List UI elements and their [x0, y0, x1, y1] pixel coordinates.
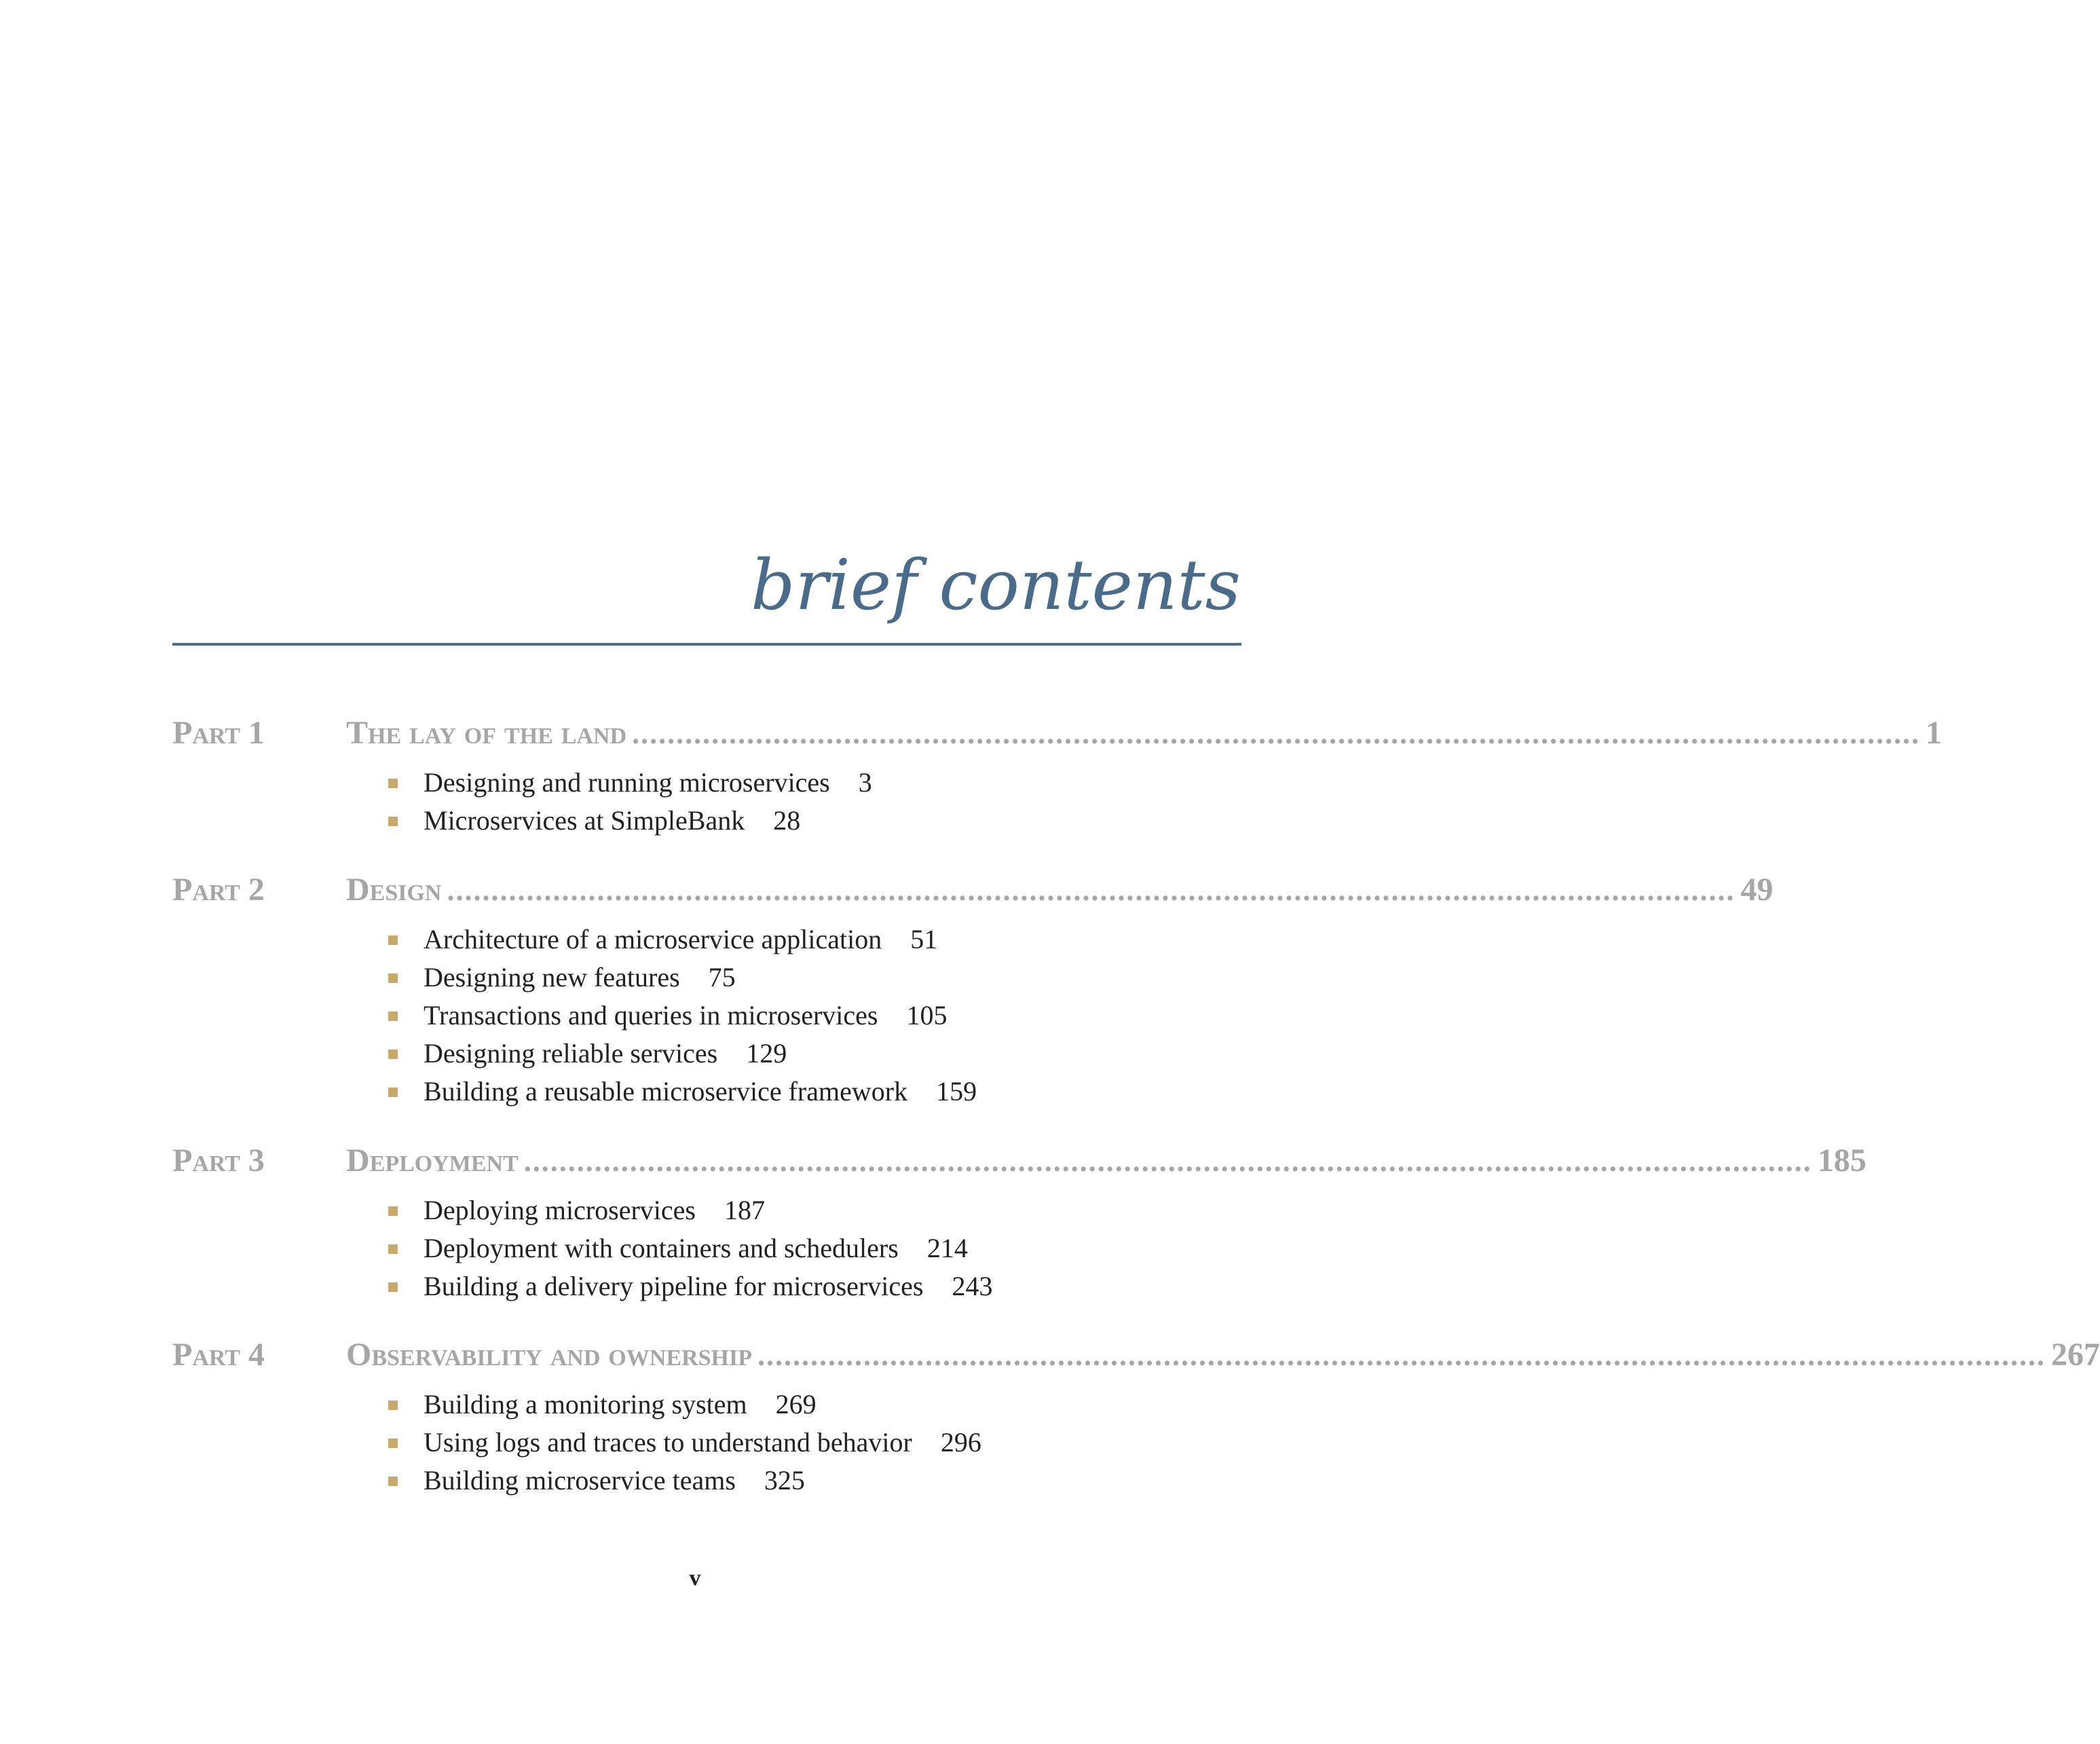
part-heading[interactable]	[172, 714, 1943, 755]
part-heading[interactable]	[172, 871, 1774, 912]
part-label: Part 1	[172, 715, 265, 751]
bullet-square-icon	[388, 1050, 398, 1059]
chapter-page-number: 3	[858, 767, 872, 798]
chapter-title: Transactions and queries in microservices 105	[424, 1000, 948, 1031]
bullet-square-icon	[388, 1244, 398, 1254]
chapter-page-number: 269	[775, 1389, 817, 1420]
dot-leader: ..................................................................................................................................................	[757, 1339, 2046, 1372]
bullet-square-icon	[388, 1439, 398, 1448]
bullet-square-icon	[388, 973, 398, 983]
bullet-square-icon	[388, 1206, 398, 1216]
chapter-title: Designing new features 75	[424, 962, 736, 992]
part-page-number: 49	[1740, 872, 1774, 908]
part-page-number: 185	[1817, 1143, 1867, 1179]
chapter-page-number: 159	[936, 1076, 977, 1107]
chapter-page-number: 296	[940, 1427, 981, 1458]
chapter-page-number: 75	[708, 962, 736, 992]
bullet-square-icon	[388, 1400, 398, 1410]
part-title: The lay of the land	[346, 715, 627, 751]
chapter-page-number: 214	[926, 1233, 968, 1263]
page-number: v	[689, 1565, 701, 1591]
chapter-title: Deployment with containers and schedulers 214	[424, 1233, 968, 1263]
chapter-page-number: 129	[746, 1038, 787, 1069]
chapter-title: Building microservice teams 325	[424, 1465, 805, 1496]
chapter-title: Building a reusable microservice framework 159	[424, 1076, 977, 1107]
part-title: Deployment	[346, 1143, 519, 1179]
part-label: Part 2	[172, 872, 265, 908]
chapter-page-number: 28	[773, 805, 801, 836]
dot-leader: ..................................................................................................................................................	[632, 717, 1921, 750]
title-rule	[172, 643, 1241, 646]
chapter-page-number: 243	[952, 1271, 993, 1301]
chapter-title: Deploying microservices 187	[424, 1195, 765, 1225]
part-title: Observability and ownership	[346, 1337, 752, 1373]
page-title: brief contents	[751, 545, 1241, 626]
bullet-square-icon	[388, 935, 398, 945]
chapter-page-number: 187	[724, 1195, 765, 1225]
chapter-title: Building a monitoring system 269	[424, 1389, 817, 1420]
bullet-square-icon	[388, 1012, 398, 1021]
chapter-title: Using logs and traces to understand behavior 296	[424, 1427, 981, 1458]
chapter-title: Architecture of a microservice application 51	[424, 924, 938, 954]
bullet-square-icon	[388, 1282, 398, 1292]
part-title: Design	[346, 872, 442, 908]
bullet-square-icon	[388, 1088, 398, 1097]
part-heading[interactable]	[172, 1336, 2100, 1377]
chapter-page-number: 51	[910, 924, 938, 954]
dot-leader: ..................................................................................................................................................	[447, 874, 1736, 907]
bullet-square-icon	[388, 1477, 398, 1486]
bullet-square-icon	[388, 779, 398, 788]
chapter-title: Designing reliable services 129	[424, 1038, 787, 1069]
part-page-number: 267	[2050, 1337, 2100, 1373]
part-label: Part 4	[172, 1337, 265, 1373]
chapter-title: Microservices at SimpleBank 28	[424, 805, 801, 836]
chapter-title: Designing and running microservices 3	[424, 767, 872, 798]
bullet-square-icon	[388, 817, 398, 826]
dot-leader: ..................................................................................................................................................	[523, 1145, 1812, 1178]
chapter-page-number: 105	[906, 1000, 948, 1031]
part-page-number: 1	[1926, 715, 1943, 751]
chapter-page-number: 325	[764, 1465, 805, 1496]
part-heading[interactable]	[172, 1142, 1867, 1183]
chapter-title: Building a delivery pipeline for microservices 243	[424, 1271, 993, 1301]
part-label: Part 3	[172, 1143, 265, 1179]
